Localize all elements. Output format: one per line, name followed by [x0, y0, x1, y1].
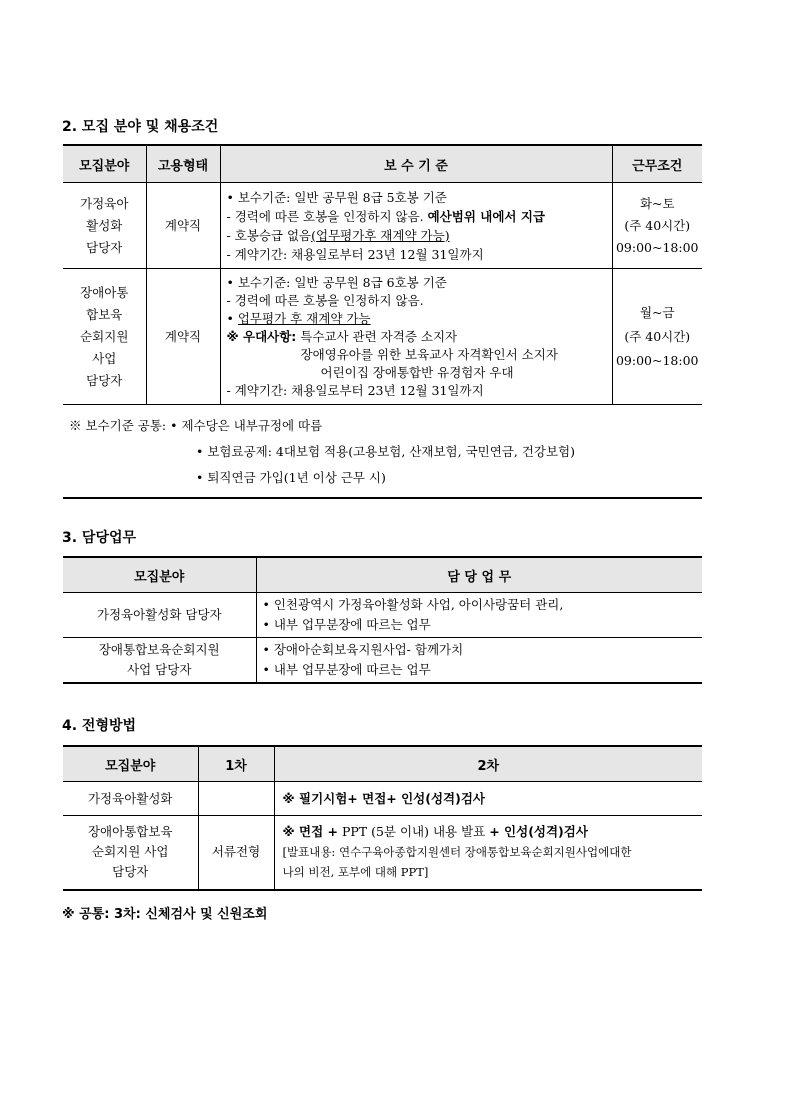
first-stage-cell [198, 782, 274, 816]
header-field: 모집분야 [63, 557, 256, 593]
duty-cell: • 인천광역시 가정육아활성화 사업, 아이사랑꿈터 관리, • 내부 업무분장에 따르는 업무 [256, 593, 702, 638]
header-field: 모집분야 [63, 746, 198, 782]
table-header-row [63, 746, 702, 782]
table-row [63, 593, 702, 638]
pay-cell: • 보수기준: 일반 공무원 8급 6호봉 기준 - 경력에 따른 호봉을 인정하지 않음. • 업무평가 후 재계약 가능 ※ 우대사항: 특수교사 관련 자격증 소지자 장애영유아를 위한 보육교사 자격확인서 소지자 어린이집 장애통합반 유경험자 우대 - 계약기간: 채용일로부터 23년 12월 31일까지 [220, 269, 612, 405]
first-stage-cell: 서류전형 [198, 816, 274, 890]
table-row [63, 816, 702, 890]
header-pay: 보 수 기 준 [220, 145, 612, 183]
common-notes-row [63, 405, 702, 499]
conditions-cell: 화~토 (주 40시간) 09:00~18:00 [612, 183, 702, 269]
table-row [63, 782, 702, 816]
header-first: 1차 [198, 746, 274, 782]
second-stage-cell: ※ 면접 + PPT (5분 이내) 내용 발표 + 인성(성격)검사 [발표내용: 연수구육아종합지원센터 장애통합보육순회지원사업에대한 나의 비전, 포부에 대해 PPT] [274, 816, 702, 890]
type-cell: 계약직 [146, 269, 220, 405]
header-duties: 담 당 업 무 [256, 557, 702, 593]
selection-method-table [63, 745, 702, 891]
field-cell: 장애아통합보육 순회지원 사업 담당자 [63, 816, 198, 890]
table-row [63, 638, 702, 684]
header-field: 모집분야 [63, 145, 146, 183]
section4-title: 4. 전형방법 [62, 718, 137, 734]
header-second: 2차 [274, 746, 702, 782]
section3-title: 3. 담당업무 [62, 530, 137, 546]
field-cell: 장애아통 합보육 순회지원 사업 담당자 [63, 269, 146, 405]
common-notes: ※ 보수기준 공통: • 제수당은 내부규정에 따름 • 보험료공제: 4대보험 적용(고용보험, 산재보험, 국민연금, 건강보험) • 퇴직연금 가입(1년 이상 근무 시) [63, 405, 702, 499]
duties-table [63, 556, 702, 684]
duty-cell: • 장애아순회보육지원사업- 함께가치 • 내부 업무분장에 따르는 업무 [256, 638, 702, 684]
header-type: 고용형태 [146, 145, 220, 183]
header-conditions: 근무조건 [612, 145, 702, 183]
notes-prefix: ※ 보수기준 공통: [69, 418, 171, 433]
type-cell: 계약직 [146, 183, 220, 269]
field-cell: 가정육아 활성화 담당자 [63, 183, 146, 269]
field-cell: 가정육아활성화 [63, 782, 198, 816]
table-row [63, 269, 702, 405]
field-cell: 가정육아활성화 담당자 [63, 593, 256, 638]
field-cell: 장애통합보육순회지원 사업 담당자 [63, 638, 256, 684]
table-row [63, 183, 702, 269]
second-stage-cell: ※ 필기시험+ 면접+ 인성(성격)검사 [274, 782, 702, 816]
conditions-cell: 월~금 (주 40시간) 09:00~18:00 [612, 269, 702, 405]
table-header-row [63, 145, 702, 183]
recruitment-conditions-table [63, 144, 702, 499]
table-header-row [63, 557, 702, 593]
pay-cell: • 보수기준: 일반 공무원 8급 5호봉 기준 - 경력에 따른 호봉을 인정하지 않음. 예산범위 내에서 지급 - 호봉승급 없음(업무평가후 재계약 가능) - 계약기간: 채용일로부터 23년 12월 31일까지 [220, 183, 612, 269]
section2-title: 2. 모집 분야 및 채용조건 [62, 119, 219, 135]
common-footer-note: ※ 공통: 3차: 신체검사 및 신원조회 [62, 907, 268, 922]
